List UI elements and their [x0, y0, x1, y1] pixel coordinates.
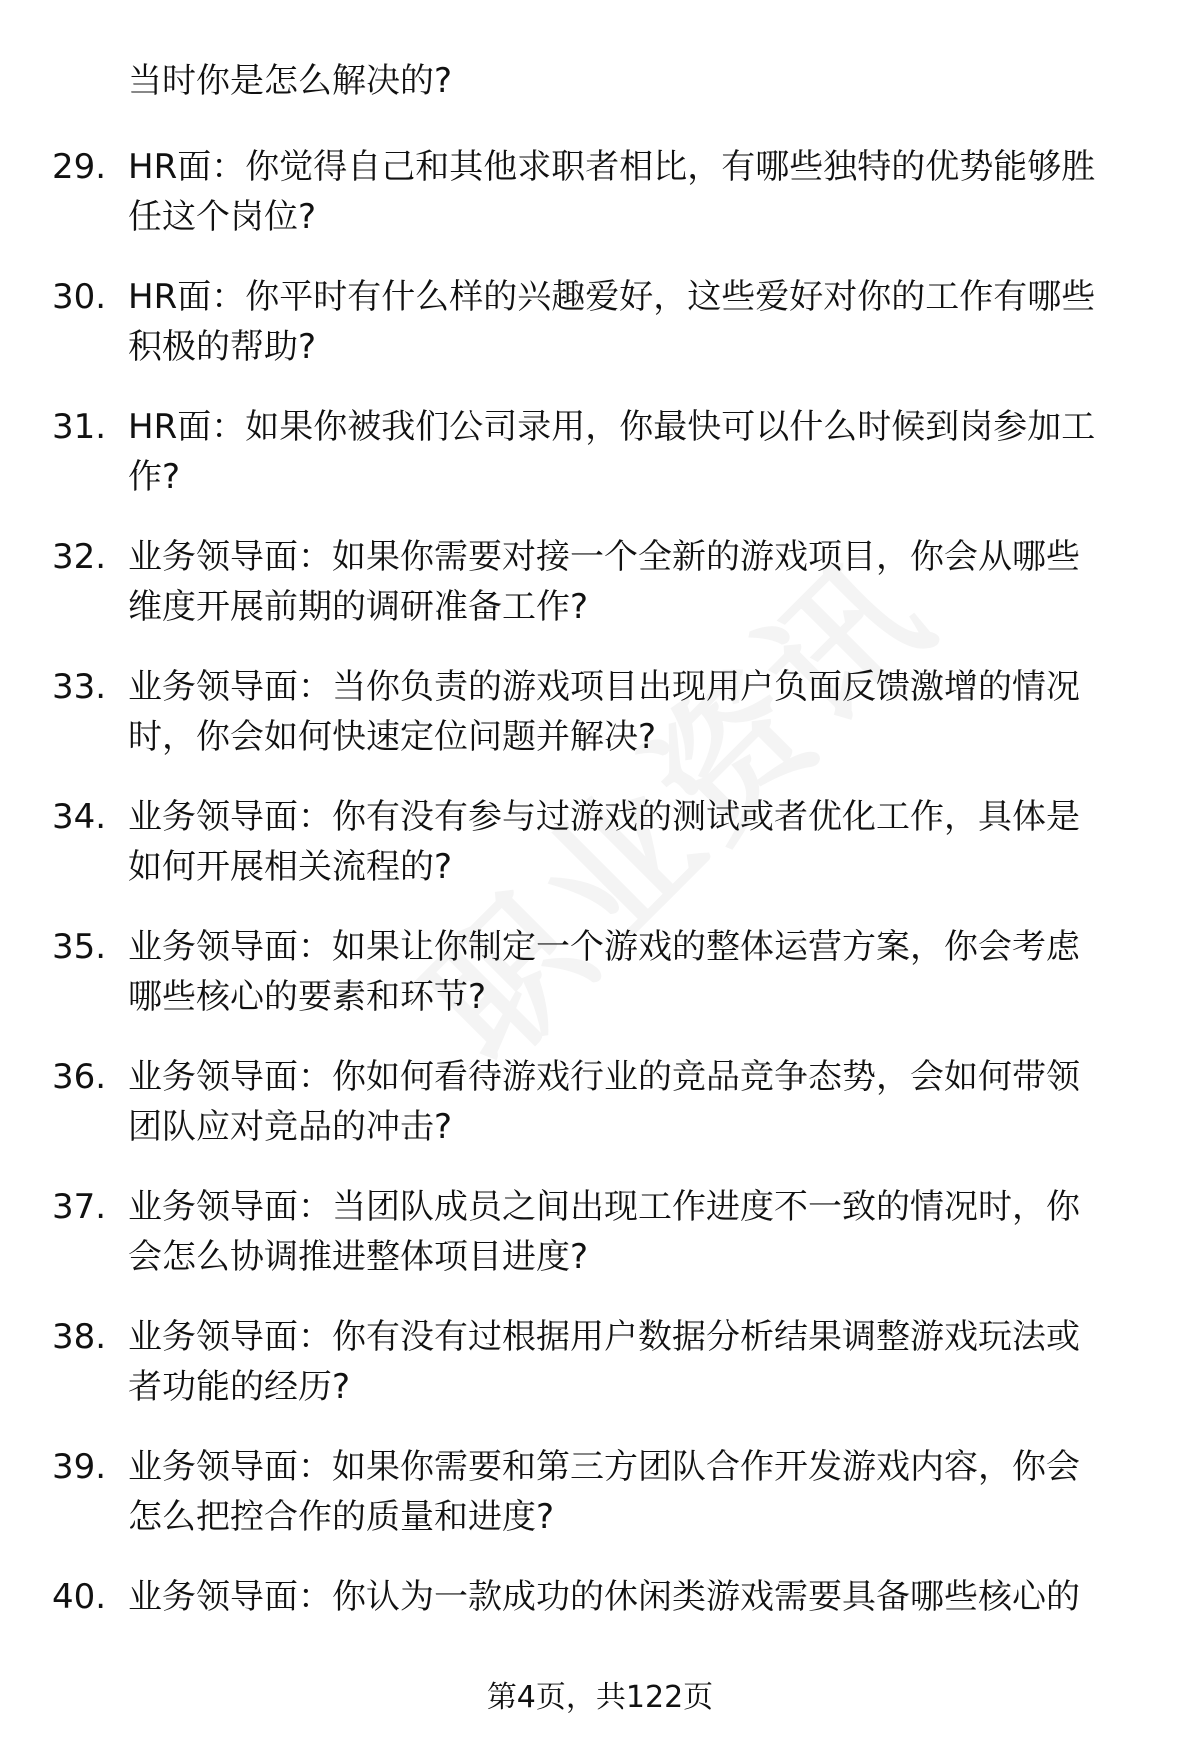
- continuation-text: 当时你是怎么解决的?: [128, 61, 453, 101]
- question-text: [128, 402, 1158, 502]
- question-number: 38.: [52, 1317, 107, 1357]
- question-line: 维度开展前期的调研准备工作?: [128, 587, 589, 627]
- question-line: 会怎么协调推进整体项目进度?: [128, 1237, 589, 1277]
- question-line: 业务领导面：当你负责的游戏项目出现用户负面反馈激增的情况: [128, 667, 1080, 707]
- question-line: 时，你会如何快速定位问题并解决?: [128, 717, 657, 757]
- question-number: 40.: [52, 1577, 107, 1617]
- question-line: 业务领导面：你有没有过根据用户数据分析结果调整游戏玩法或: [128, 1317, 1080, 1357]
- question-number: 30.: [52, 277, 107, 317]
- question-text: [128, 662, 1158, 762]
- question-line: 业务领导面：如果你需要和第三方团队合作开发游戏内容，你会: [128, 1447, 1080, 1487]
- question-number: 33.: [52, 667, 107, 707]
- question-text: [128, 1572, 1158, 1622]
- question-number: 34.: [52, 797, 107, 837]
- question-line: 哪些核心的要素和环节?: [128, 977, 487, 1017]
- question-line: 怎么把控合作的质量和进度?: [128, 1497, 555, 1537]
- question-line: 如何开展相关流程的?: [128, 847, 453, 887]
- question-line: 作?: [128, 457, 181, 497]
- question-text: [128, 1442, 1158, 1542]
- question-number: 31.: [52, 407, 107, 447]
- question-text: [128, 1182, 1158, 1282]
- question-text: [128, 792, 1158, 892]
- question-number: 32.: [52, 537, 107, 577]
- question-number: 39.: [52, 1447, 107, 1487]
- question-line: 业务领导面：你认为一款成功的休闲类游戏需要具备哪些核心的: [128, 1577, 1080, 1617]
- question-text: [128, 142, 1158, 242]
- question-line: 积极的帮助?: [128, 327, 317, 367]
- question-text: [128, 272, 1158, 372]
- question-text: [128, 1052, 1158, 1152]
- question-line: 任这个岗位?: [128, 197, 317, 237]
- question-line: 业务领导面：你如何看待游戏行业的竞品竞争态势，会如何带领: [128, 1057, 1080, 1097]
- question-number: 36.: [52, 1057, 107, 1097]
- question-text: [128, 532, 1158, 632]
- page-footer: 第4页，共122页: [486, 1680, 714, 1715]
- question-line: HR面：你觉得自己和其他求职者相比，有哪些独特的优势能够胜: [128, 147, 1096, 187]
- question-number: 35.: [52, 927, 107, 967]
- question-line: HR面：如果你被我们公司录用，你最快可以什么时候到岗参加工: [128, 407, 1096, 447]
- question-text: [128, 922, 1158, 1022]
- question-line: 业务领导面：当团队成员之间出现工作进度不一致的情况时，你: [128, 1187, 1080, 1227]
- question-line: 业务领导面：如果让你制定一个游戏的整体运营方案，你会考虑: [128, 927, 1080, 967]
- question-line: 者功能的经历?: [128, 1367, 351, 1407]
- question-number: 37.: [52, 1187, 107, 1227]
- question-line: 团队应对竞品的冲击?: [128, 1107, 453, 1147]
- question-line: 业务领导面：如果你需要对接一个全新的游戏项目，你会从哪些: [128, 537, 1080, 577]
- question-text: [128, 1312, 1158, 1412]
- question-line: 业务领导面：你有没有参与过游戏的测试或者优化工作，具体是: [128, 797, 1080, 837]
- question-line: HR面：你平时有什么样的兴趣爱好，这些爱好对你的工作有哪些: [128, 277, 1096, 317]
- question-number: 29.: [52, 147, 107, 187]
